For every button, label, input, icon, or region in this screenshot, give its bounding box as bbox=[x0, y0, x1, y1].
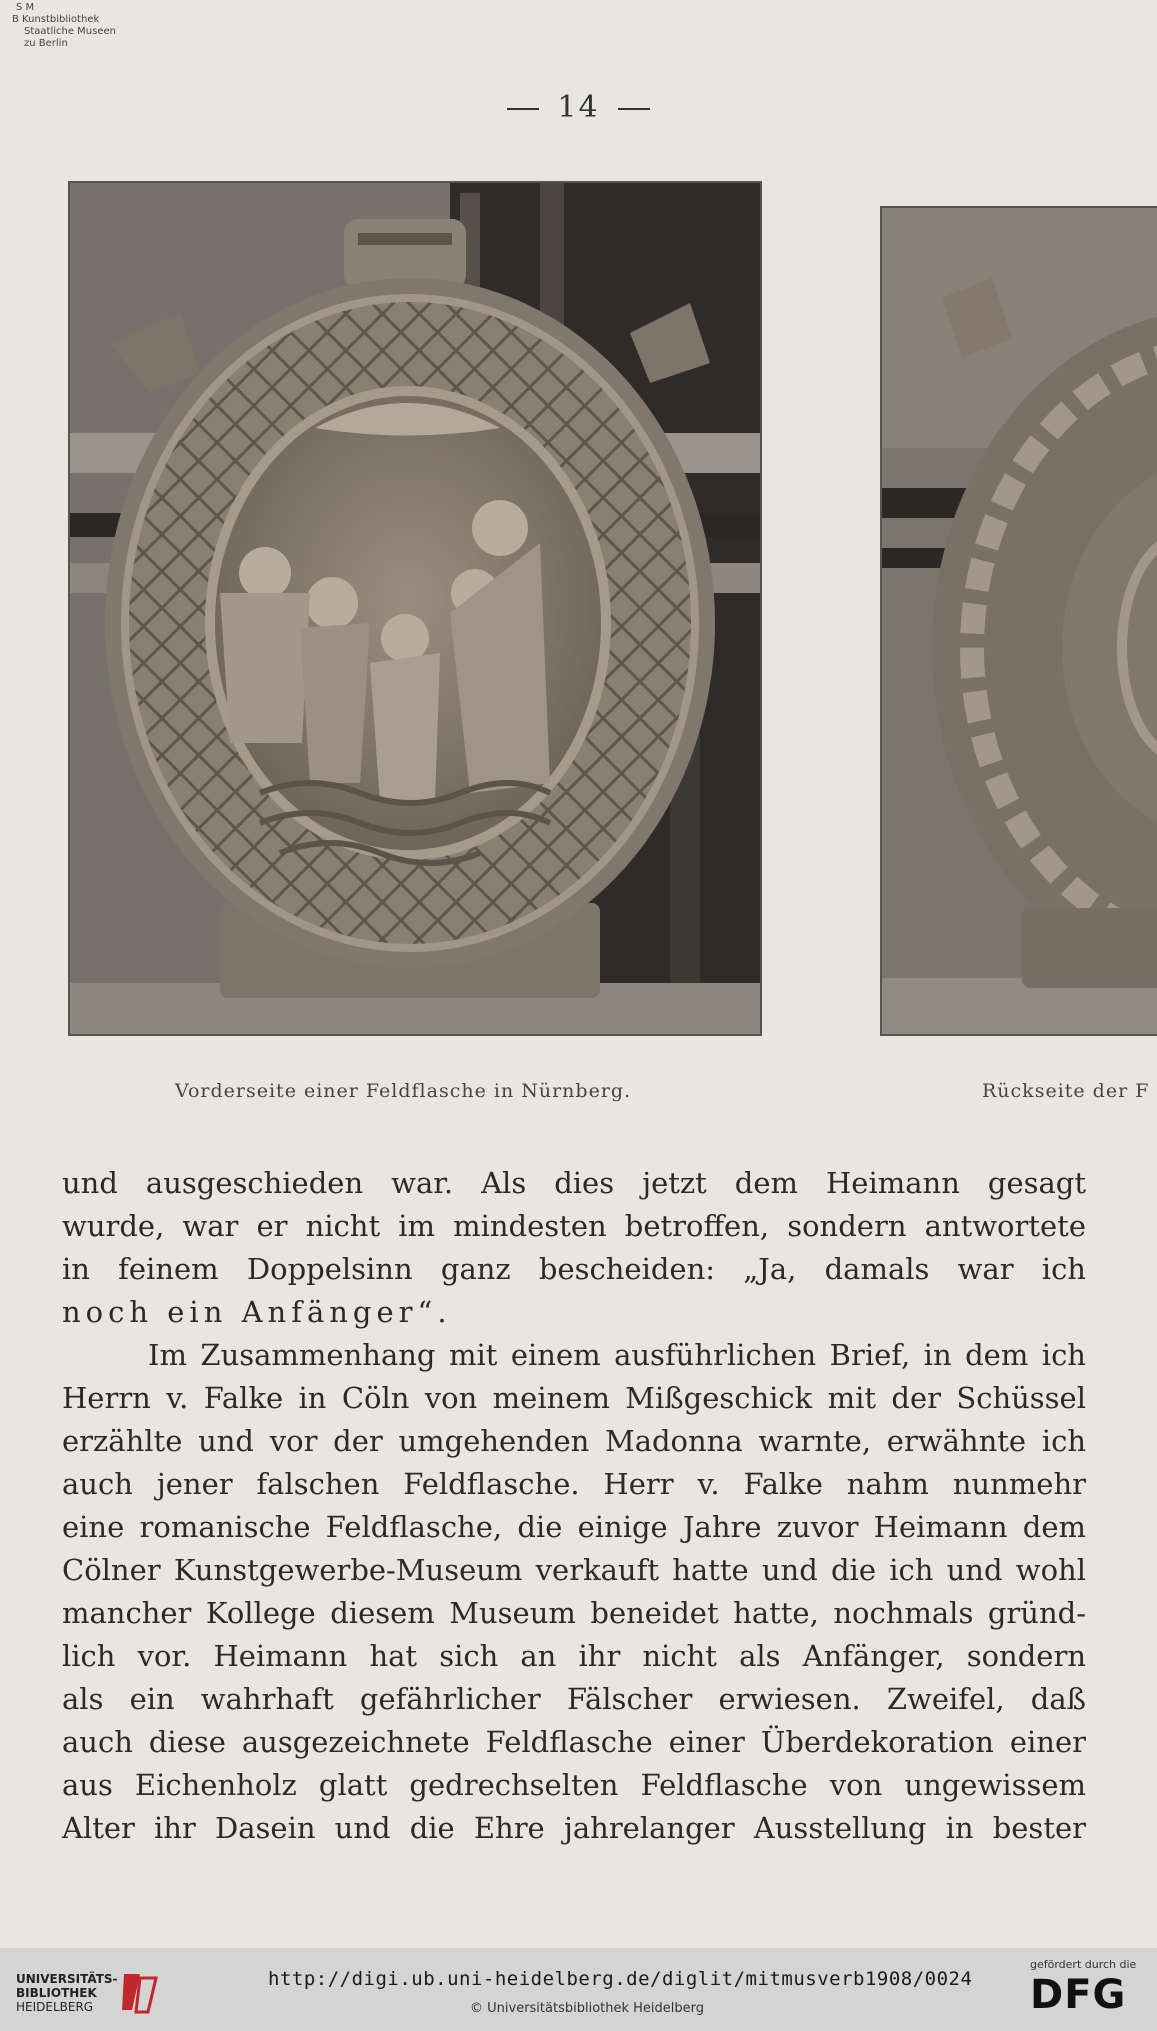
text-line: und ausgeschieden war. Als dies jetzt dem Heimann gesagt bbox=[62, 1166, 1086, 1200]
text-line: mancher Kollege diesem Museum beneidet hatte, nochmals gründ- bbox=[62, 1596, 1086, 1630]
photo-flask-back bbox=[880, 206, 1157, 1036]
photo-flask-front bbox=[68, 181, 762, 1036]
stamp-line: zu Berlin bbox=[24, 38, 68, 49]
text-line: noch ein Anfänger“. bbox=[62, 1295, 452, 1329]
funding-note: gefördert durch die bbox=[1030, 1958, 1137, 1971]
stamp-line: S M bbox=[16, 2, 35, 13]
page-number: 14 bbox=[0, 90, 1157, 125]
dfg-logo[interactable]: DFG bbox=[1030, 1972, 1127, 2018]
library-logo-line: BIBLIOTHEK bbox=[16, 1986, 97, 2000]
library-logo-line: UNIVERSITÄTS- bbox=[16, 1972, 118, 1986]
body-text bbox=[62, 1162, 1086, 1850]
text-line: in feinem Doppelsinn ganz bescheiden: „Ja, damals war ich bbox=[62, 1252, 1086, 1286]
text-line: auch diese ausgezeichnete Feldflasche einer Überdekoration einer bbox=[62, 1725, 1086, 1759]
text-line: Herrn v. Falke in Cöln von meinem Mißgeschick mit der Schüssel bbox=[62, 1381, 1086, 1415]
text-line: auch jener falschen Feldflasche. Herr v. Falke nahm nunmehr bbox=[62, 1467, 1086, 1501]
text-line: aus Eichenholz glatt gedrechselten Feldflasche von ungewissem bbox=[62, 1768, 1086, 1802]
stamp-line: B Kunstbibliothek bbox=[12, 14, 100, 25]
text-line: wurde, war er nicht im mindesten betroffen, sondern antwortete bbox=[62, 1209, 1086, 1243]
text-line: lich vor. Heimann hat sich an ihr nicht als Anfänger, sondern bbox=[62, 1639, 1086, 1673]
text-line: als ein wahrhaft gefährlicher Fälscher erwiesen. Zweifel, daß bbox=[62, 1682, 1086, 1716]
library-stamp bbox=[12, 2, 116, 50]
library-logo[interactable] bbox=[16, 1972, 118, 2014]
library-logo-line: HEIDELBERG bbox=[16, 2000, 94, 2014]
copyright-notice: © Universitätsbibliothek Heidelberg bbox=[470, 2001, 705, 2016]
text-line: Alter ihr Dasein und die Ehre jahrelanger Ausstellung in bester bbox=[62, 1811, 1086, 1845]
stamp-line: Staatliche Museen bbox=[24, 26, 116, 37]
flask-back-illustration bbox=[882, 208, 1157, 1034]
figure-caption-back: Rückseite der F bbox=[982, 1080, 1150, 1102]
library-logo-icon bbox=[118, 1970, 160, 2014]
figure-caption-front: Vorderseite einer Feldflasche in Nürnberg. bbox=[175, 1080, 632, 1102]
flask-front-illustration bbox=[70, 183, 760, 1034]
text-line: Cölner Kunstgewerbe-Museum verkauft hatte und die ich und wohl bbox=[62, 1553, 1086, 1587]
text-line: erzählte und vor der umgehenden Madonna warnte, erwähnte ich bbox=[62, 1424, 1086, 1458]
text-line: Im Zusammenhang mit einem ausführlichen Brief, in dem ich bbox=[148, 1338, 1086, 1372]
text-line: eine romanische Feldflasche, die einige Jahre zuvor Heimann dem bbox=[62, 1510, 1086, 1544]
permalink-url[interactable]: http://digi.ub.uni-heidelberg.de/diglit/mitmusverb1908/0024 bbox=[268, 1968, 973, 1990]
footer-bar bbox=[0, 1948, 1157, 2031]
